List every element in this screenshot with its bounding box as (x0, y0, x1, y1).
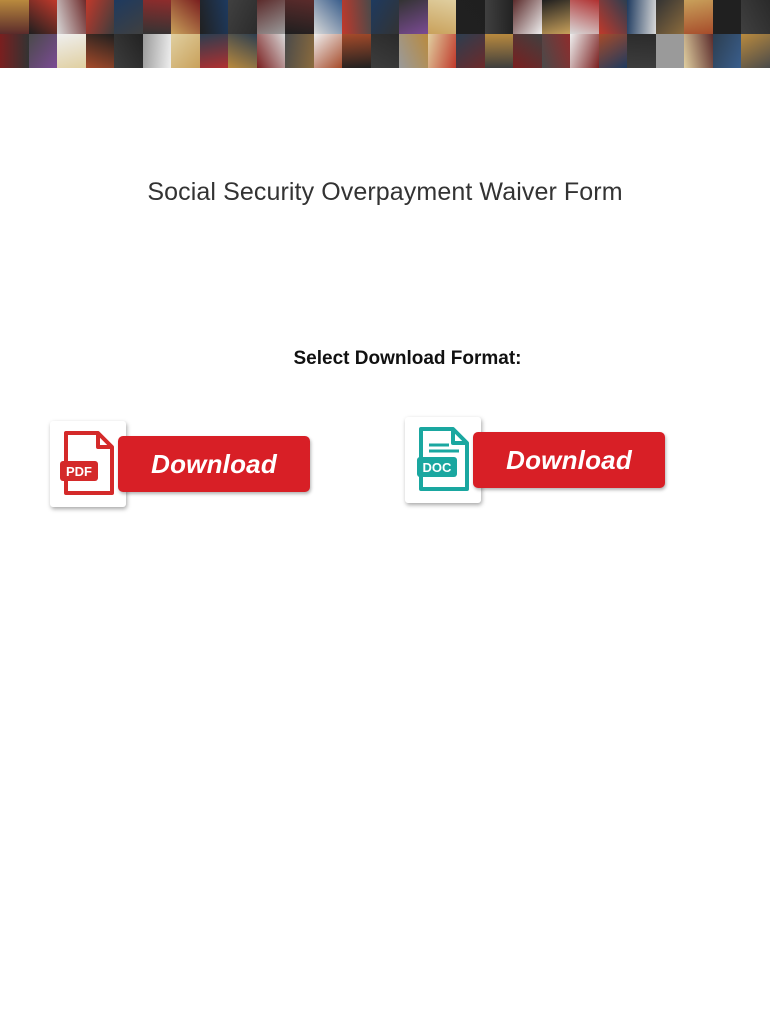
cover-tile (485, 0, 514, 34)
cover-tile (143, 34, 172, 68)
cover-tile (29, 34, 58, 68)
cover-tile (143, 0, 172, 34)
doc-download-button[interactable] (405, 414, 675, 509)
cover-tile (570, 34, 599, 68)
cover-tile (371, 0, 400, 34)
doc-file-icon (413, 427, 473, 493)
cover-tile (114, 34, 143, 68)
cover-tile (713, 34, 742, 68)
cover-tile (0, 34, 29, 68)
cover-tile (570, 0, 599, 34)
cover-tile (399, 34, 428, 68)
cover-tile (684, 34, 713, 68)
cover-tile (342, 0, 371, 34)
cover-tile (456, 34, 485, 68)
pdf-download-bar[interactable] (118, 436, 310, 492)
doc-download-bar[interactable] (473, 432, 665, 488)
cover-tile (86, 0, 115, 34)
cover-tile (257, 34, 286, 68)
cover-tile (741, 34, 770, 68)
doc-format-label: DOC (422, 460, 452, 475)
cover-tile (285, 34, 314, 68)
cover-tile (599, 0, 628, 34)
cover-tile (228, 34, 257, 68)
doc-download-label: Download (506, 444, 632, 475)
cover-tile (257, 0, 286, 34)
cover-tile (656, 0, 685, 34)
cover-tile (428, 34, 457, 68)
cover-tile (114, 0, 143, 34)
cover-tile (342, 34, 371, 68)
cover-tile (57, 0, 86, 34)
cover-tile (428, 0, 457, 34)
cover-tile (542, 34, 571, 68)
cover-tile (86, 34, 115, 68)
cover-tile (371, 34, 400, 68)
cover-tile (485, 34, 514, 68)
cover-tile (171, 34, 200, 68)
pdf-format-label: PDF (66, 464, 92, 479)
cover-tile (200, 34, 229, 68)
book-cover-banner (0, 0, 770, 68)
cover-tile (285, 0, 314, 34)
cover-tile (599, 34, 628, 68)
cover-tile (656, 34, 685, 68)
cover-tile (314, 34, 343, 68)
cover-tile (0, 0, 29, 34)
select-format-heading: Select Download Format: (293, 348, 522, 369)
cover-tile (29, 0, 58, 34)
cover-tile (399, 0, 428, 34)
cover-tile (627, 34, 656, 68)
cover-tile (627, 0, 656, 34)
pdf-download-button[interactable] (50, 418, 320, 513)
pdf-file-icon (58, 431, 118, 497)
cover-tile (57, 34, 86, 68)
cover-tile (171, 0, 200, 34)
cover-tile (456, 0, 485, 34)
cover-tile (542, 0, 571, 34)
cover-tile (513, 0, 542, 34)
doc-file-card (405, 417, 481, 503)
pdf-file-card (50, 421, 126, 507)
cover-tile (713, 0, 742, 34)
cover-tile (684, 0, 713, 34)
cover-tile (200, 0, 229, 34)
cover-tile (228, 0, 257, 34)
cover-tile (314, 0, 343, 34)
pdf-download-label: Download (151, 448, 277, 479)
cover-tile (741, 0, 770, 34)
page-title: Social Security Overpayment Waiver Form (147, 178, 623, 206)
cover-tile (513, 34, 542, 68)
